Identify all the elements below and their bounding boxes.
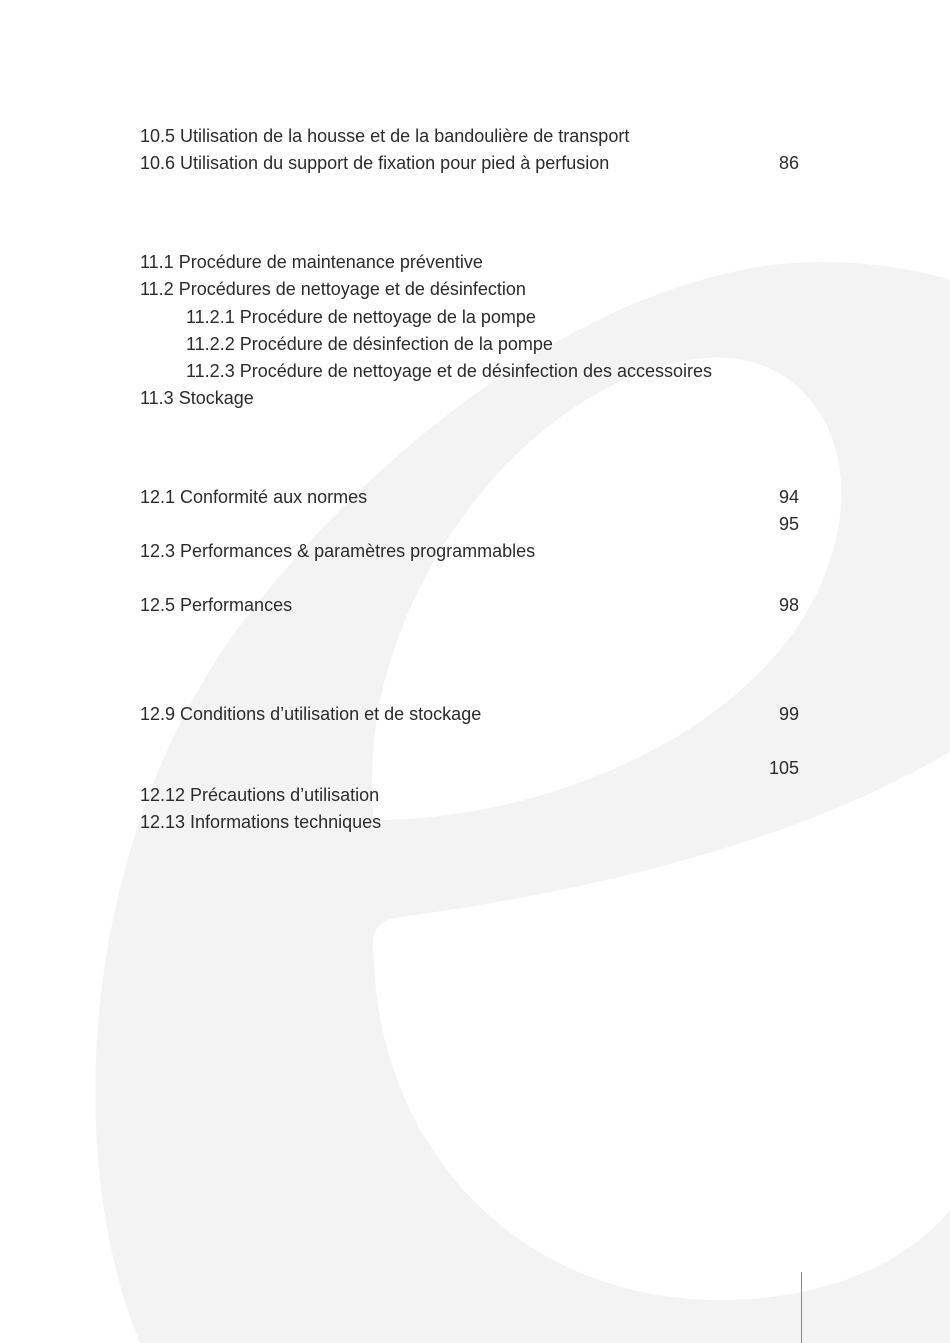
toc-entry: 10.5 Utilisation de la housse et de la bandoulière de transport xyxy=(140,126,630,146)
toc-entry: 11.2 Procédures de nettoyage et de désinfection xyxy=(140,279,526,299)
toc-page-number: 98 xyxy=(778,595,799,615)
toc-entry: 11.3 Stockage xyxy=(140,388,254,408)
toc-entry: 12.9 Conditions d’utilisation et de stockage xyxy=(140,704,482,724)
toc-subentry: 11.2.2 Procédure de désinfection de la pompe xyxy=(186,334,553,354)
toc-entry: 12.13 Informations techniques xyxy=(140,812,382,832)
toc-page-number: 99 xyxy=(778,704,799,724)
toc-entry: 12.3 Performances & paramètres programmables xyxy=(140,541,536,561)
toc-page-number: 86 xyxy=(778,153,799,173)
toc-entry: 12.12 Précautions d’utilisation xyxy=(140,785,380,805)
toc-entry: 12.5 Performances xyxy=(140,595,293,615)
toc-page-number: 105 xyxy=(768,758,799,778)
toc-subentry: 11.2.1 Procédure de nettoyage de la pompe xyxy=(186,307,536,327)
toc-page-number: 95 xyxy=(778,514,799,534)
toc-entry: 11.1 Procédure de maintenance préventive xyxy=(140,252,483,272)
toc-page-number: 94 xyxy=(778,487,799,507)
toc-entry: 12.1 Conformité aux normes xyxy=(140,487,368,507)
toc-subentry: 11.2.3 Procédure de nettoyage et de désinfection des accessoires xyxy=(186,361,713,381)
toc-entry: 10.6 Utilisation du support de fixation pour pied à perfusion xyxy=(140,153,610,173)
page-edge-divider xyxy=(801,1272,802,1343)
